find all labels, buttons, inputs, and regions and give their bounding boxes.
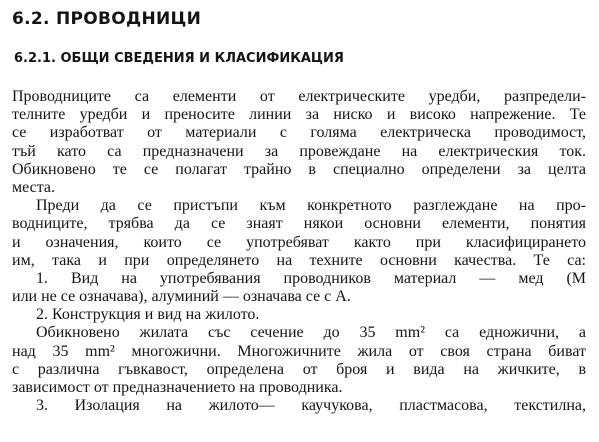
- text-line: и означения, които се употребяват както при класифицирането: [12, 233, 586, 251]
- text-line: места.: [12, 178, 56, 196]
- text-line: се изработват от материали с голяма електрическа проводимост,: [12, 124, 586, 142]
- text-line: или не се означава), алуминий — означава се с А.: [12, 288, 351, 306]
- text-line: 1. Вид на употребявания проводников материал — мед (М: [36, 269, 586, 287]
- text-line: 3. Изолация на жилото— каучукова, пластмасова, текстилна,: [36, 397, 586, 415]
- text-line: Обикновено те се полагат трайно в специално определени за целта: [12, 160, 586, 178]
- text-line: Обикновено жилата със сечение до 35 mm² са едножични, а: [36, 324, 586, 342]
- text-line: зависимост от предназначението на проводника.: [12, 379, 343, 396]
- text-line: над 35 mm² многожични. Многожичните жила от своя страна биват: [12, 342, 586, 360]
- text-line: им, така и при определянето на техните основни качества. Те са:: [12, 251, 586, 269]
- text-line: телните уредби и преносите линии за ниско и високо напрежение. Те: [12, 106, 586, 124]
- text-line: 2. Конструкция и вид на жилото.: [36, 306, 260, 324]
- body-text: [12, 88, 586, 415]
- subsection-title: 6.2.1. ОБЩИ СВЕДЕНИЯ И КЛАСИФИКАЦИЯ: [14, 51, 344, 66]
- text-line: тъй като са предназначени за провеждане на електрическия ток.: [12, 142, 586, 160]
- text-line: Преди да се пристъпи към конкретното разглеждане на про-: [36, 197, 586, 215]
- text-line: с различна гъвкавост, определена от броя и вида на жичките, в: [12, 360, 586, 378]
- section-title: 6.2. ПРОВОДНИЦИ: [12, 9, 202, 29]
- text-line: Проводниците са елементи от електрическите уредби, разпредели-: [12, 88, 586, 105]
- text-line: водниците, трябва да се знаят някои основни елементи, понятия: [12, 215, 586, 233]
